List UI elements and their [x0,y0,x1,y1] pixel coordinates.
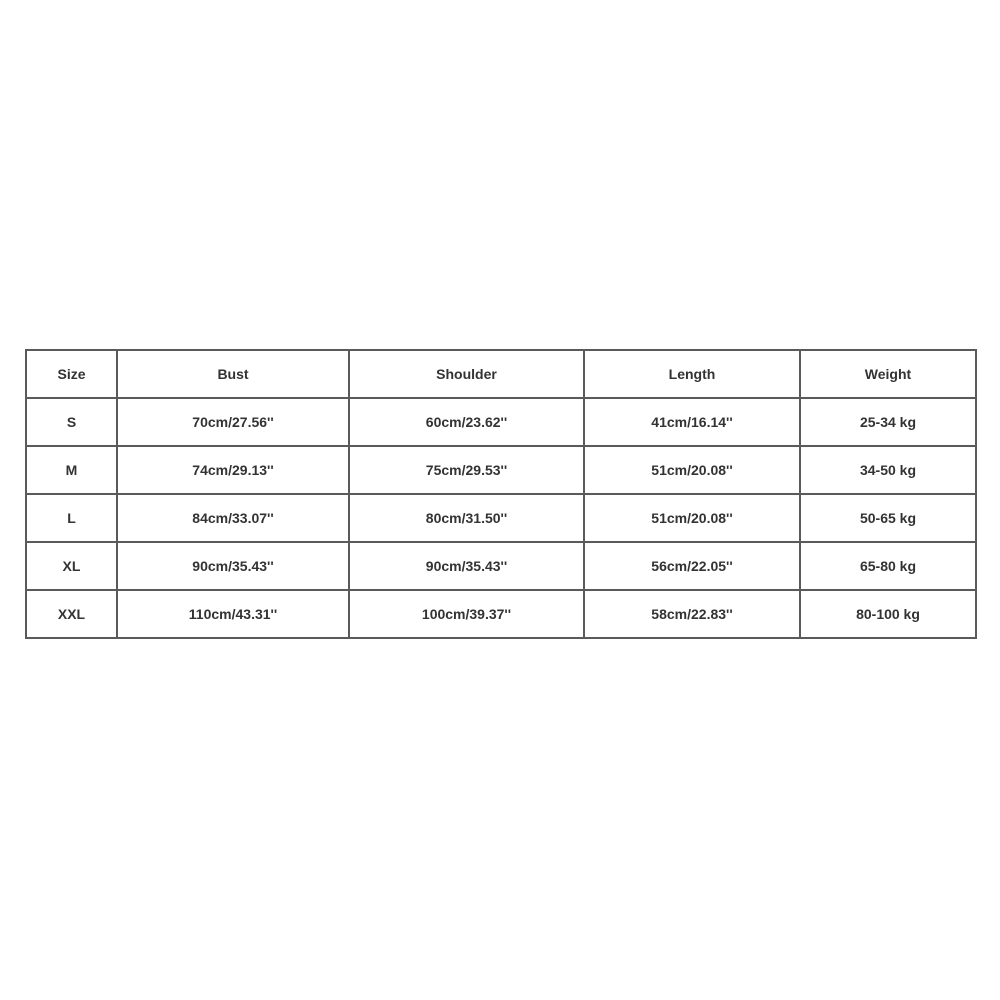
header-length: Length [584,350,800,398]
table-row [26,542,976,590]
cell-shoulder: 80cm/31.50'' [349,494,584,542]
header-weight: Weight [800,350,976,398]
cell-size: XL [26,542,117,590]
header-size: Size [26,350,117,398]
cell-length: 51cm/20.08'' [584,494,800,542]
cell-weight: 65-80 kg [800,542,976,590]
cell-shoulder: 90cm/35.43'' [349,542,584,590]
cell-bust: 84cm/33.07'' [117,494,349,542]
cell-weight: 34-50 kg [800,446,976,494]
cell-size: M [26,446,117,494]
table-header-row [26,350,976,398]
cell-shoulder: 100cm/39.37'' [349,590,584,638]
cell-bust: 110cm/43.31'' [117,590,349,638]
cell-size: L [26,494,117,542]
header-bust: Bust [117,350,349,398]
cell-size: S [26,398,117,446]
table-row [26,494,976,542]
cell-length: 51cm/20.08'' [584,446,800,494]
cell-shoulder: 60cm/23.62'' [349,398,584,446]
cell-bust: 74cm/29.13'' [117,446,349,494]
header-shoulder: Shoulder [349,350,584,398]
table-row [26,446,976,494]
table-row [26,590,976,638]
cell-size: XXL [26,590,117,638]
cell-weight: 50-65 kg [800,494,976,542]
cell-length: 41cm/16.14'' [584,398,800,446]
cell-shoulder: 75cm/29.53'' [349,446,584,494]
size-chart-table [25,349,977,639]
cell-bust: 70cm/27.56'' [117,398,349,446]
cell-length: 58cm/22.83'' [584,590,800,638]
cell-length: 56cm/22.05'' [584,542,800,590]
cell-bust: 90cm/35.43'' [117,542,349,590]
cell-weight: 25-34 kg [800,398,976,446]
cell-weight: 80-100 kg [800,590,976,638]
table-row [26,398,976,446]
